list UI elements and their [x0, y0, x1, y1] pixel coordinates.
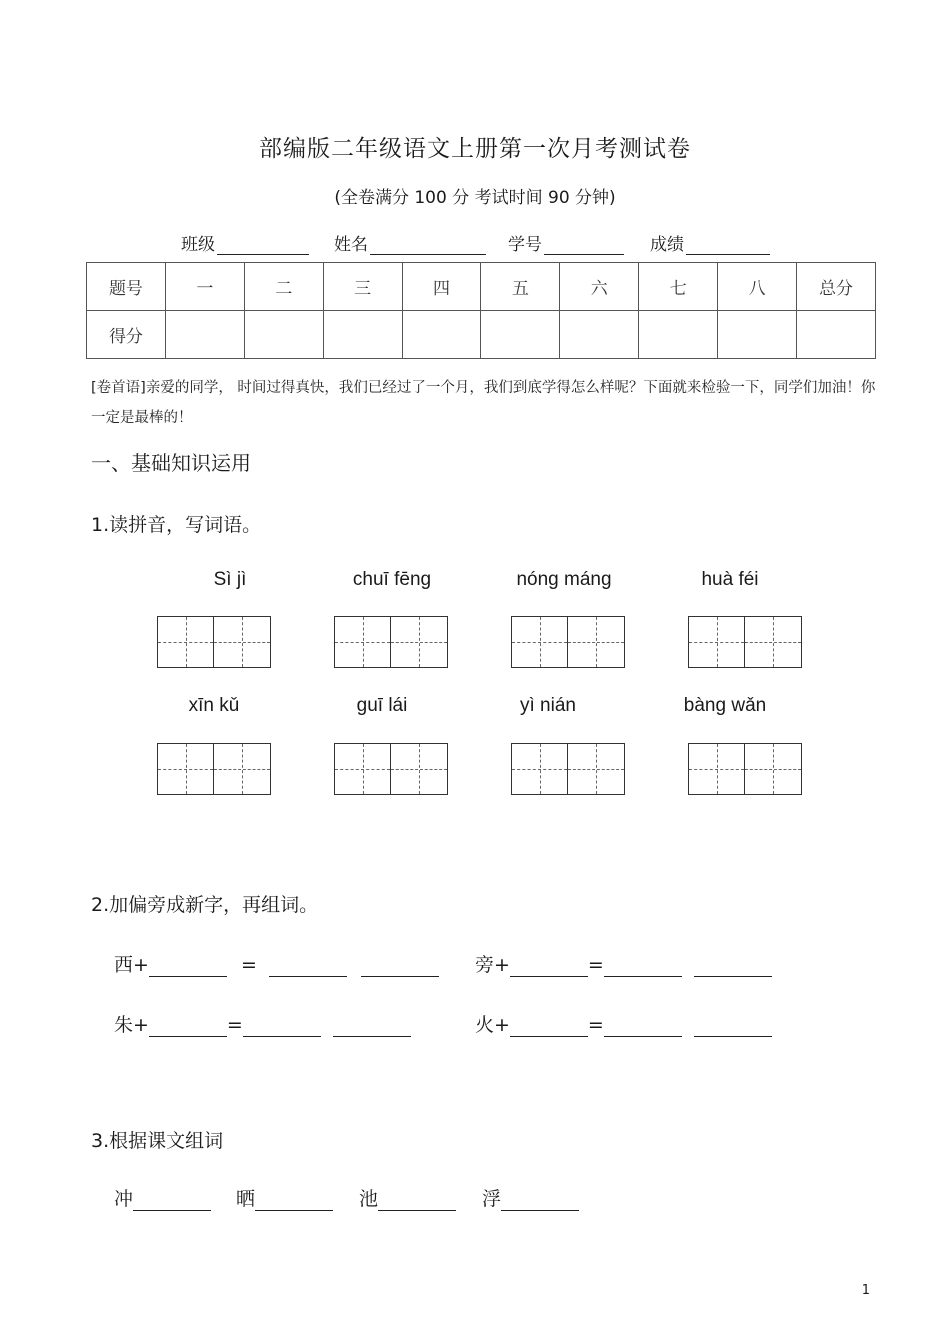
writing-grid[interactable] — [334, 616, 448, 668]
section-heading: 一、基础知识运用 — [91, 451, 251, 475]
answer-blank[interactable] — [604, 958, 682, 977]
writing-grid[interactable] — [511, 616, 625, 668]
grid-cell[interactable] — [511, 743, 568, 795]
grid-cell[interactable] — [214, 743, 271, 795]
grade-field — [650, 230, 770, 255]
class-label: 班级 — [181, 235, 215, 255]
score-table — [86, 262, 876, 359]
radical-char: 火+ — [475, 1014, 510, 1036]
score-cell[interactable] — [639, 311, 718, 359]
answer-blank[interactable] — [133, 1192, 211, 1211]
class-blank[interactable] — [217, 236, 309, 255]
answer-blank[interactable] — [604, 1018, 682, 1037]
word-item — [236, 1184, 333, 1211]
pinyin-label: bàng wǎn — [683, 695, 767, 716]
question-1-title: 1.读拼音，写词语。 — [91, 514, 262, 536]
word-char: 晒 — [236, 1188, 256, 1210]
grid-cell[interactable] — [157, 743, 214, 795]
radical-item — [114, 950, 439, 977]
score-header-cell: 一 — [165, 263, 244, 311]
word-item — [114, 1184, 211, 1211]
exam-subtitle: (全卷满分 100 分 考试时间 90 分钟) — [334, 188, 616, 208]
class-field — [181, 230, 309, 255]
grid-cell[interactable] — [745, 743, 802, 795]
student-id-label: 学号 — [508, 235, 542, 255]
score-header-row — [87, 263, 876, 311]
score-cell[interactable] — [165, 311, 244, 359]
grid-cell[interactable] — [745, 616, 802, 668]
pinyin-label: huà féi — [701, 569, 759, 590]
question-2-title: 2.加偏旁成新字，再组词。 — [91, 894, 319, 916]
score-header-cell: 二 — [244, 263, 323, 311]
score-row-label: 得分 — [87, 311, 166, 359]
answer-blank[interactable] — [378, 1192, 456, 1211]
score-header-cell: 四 — [402, 263, 481, 311]
score-header-cell: 题号 — [87, 263, 166, 311]
question-3-title: 3.根据课文组词 — [91, 1130, 224, 1152]
score-header-cell: 六 — [560, 263, 639, 311]
answer-blank[interactable] — [149, 1018, 227, 1037]
answer-blank[interactable] — [255, 1192, 333, 1211]
grid-cell[interactable] — [688, 616, 745, 668]
score-cell[interactable] — [323, 311, 402, 359]
page-number: 1 — [861, 1283, 870, 1298]
score-cell[interactable] — [718, 311, 797, 359]
word-char: 池 — [359, 1188, 379, 1210]
score-header-cell: 总分 — [797, 263, 876, 311]
word-item — [359, 1184, 456, 1211]
score-header-cell: 七 — [639, 263, 718, 311]
score-header-cell: 八 — [718, 263, 797, 311]
score-cell[interactable] — [402, 311, 481, 359]
answer-blank[interactable] — [269, 958, 347, 977]
answer-blank[interactable] — [501, 1192, 579, 1211]
radical-item — [114, 1010, 411, 1037]
grid-cell[interactable] — [568, 743, 625, 795]
radical-item — [475, 1010, 772, 1037]
score-cell[interactable] — [481, 311, 560, 359]
radical-char: 西+ — [114, 954, 149, 976]
name-field — [334, 230, 486, 255]
name-label: 姓名 — [334, 235, 368, 255]
pinyin-label: xīn kǔ — [188, 695, 240, 716]
word-char: 浮 — [482, 1188, 502, 1210]
pinyin-label: chuī fēng — [352, 569, 432, 590]
writing-grid[interactable] — [157, 616, 271, 668]
writing-grid[interactable] — [688, 616, 802, 668]
grid-cell[interactable] — [214, 616, 271, 668]
student-id-blank[interactable] — [544, 236, 624, 255]
page-title: 部编版二年级语文上册第一次月考测试卷 — [259, 136, 691, 162]
intro-text: [卷首语]亲爱的同学， 时间过得真快，我们已经过了一个月，我们到底学得怎么样呢？下面就来检验一下，同学们加油！你一定是最棒的！ — [91, 380, 876, 426]
grid-cell[interactable] — [688, 743, 745, 795]
student-id-field — [508, 230, 624, 255]
grid-cell[interactable] — [157, 616, 214, 668]
word-item — [482, 1184, 579, 1211]
writing-grid[interactable] — [688, 743, 802, 795]
equals-sign: = — [587, 954, 604, 976]
radical-char: 朱+ — [114, 1014, 149, 1036]
name-blank[interactable] — [370, 236, 486, 255]
writing-grid[interactable] — [511, 743, 625, 795]
answer-blank[interactable] — [510, 958, 588, 977]
grid-cell[interactable] — [334, 743, 391, 795]
pinyin-label: Sì jì — [213, 569, 247, 590]
score-header-cell: 五 — [481, 263, 560, 311]
answer-blank[interactable] — [333, 1018, 411, 1037]
score-header-cell: 三 — [323, 263, 402, 311]
score-cell[interactable] — [797, 311, 876, 359]
word-char: 冲 — [114, 1188, 134, 1210]
answer-blank[interactable] — [510, 1018, 588, 1037]
pinyin-label: nóng máng — [516, 569, 612, 590]
grade-label: 成绩 — [650, 235, 684, 255]
grid-cell[interactable] — [568, 616, 625, 668]
score-cell[interactable] — [560, 311, 639, 359]
writing-grid[interactable] — [334, 743, 448, 795]
grade-blank[interactable] — [686, 236, 770, 255]
grid-cell[interactable] — [511, 616, 568, 668]
score-cell[interactable] — [244, 311, 323, 359]
equals-sign: = — [240, 954, 257, 976]
answer-blank[interactable] — [694, 958, 772, 977]
answer-blank[interactable] — [694, 1018, 772, 1037]
grid-cell[interactable] — [334, 616, 391, 668]
pinyin-label: guī lái — [356, 695, 408, 716]
equals-sign: = — [587, 1014, 604, 1036]
grid-cell[interactable] — [391, 616, 448, 668]
answer-blank[interactable] — [361, 958, 439, 977]
writing-grid[interactable] — [157, 743, 271, 795]
score-value-row — [87, 311, 876, 359]
pinyin-label: yì nián — [520, 695, 576, 716]
answer-blank[interactable] — [149, 958, 227, 977]
radical-item — [475, 950, 772, 977]
answer-blank[interactable] — [243, 1018, 321, 1037]
grid-cell[interactable] — [391, 743, 448, 795]
equals-sign: = — [226, 1014, 243, 1036]
radical-char: 旁+ — [475, 954, 510, 976]
